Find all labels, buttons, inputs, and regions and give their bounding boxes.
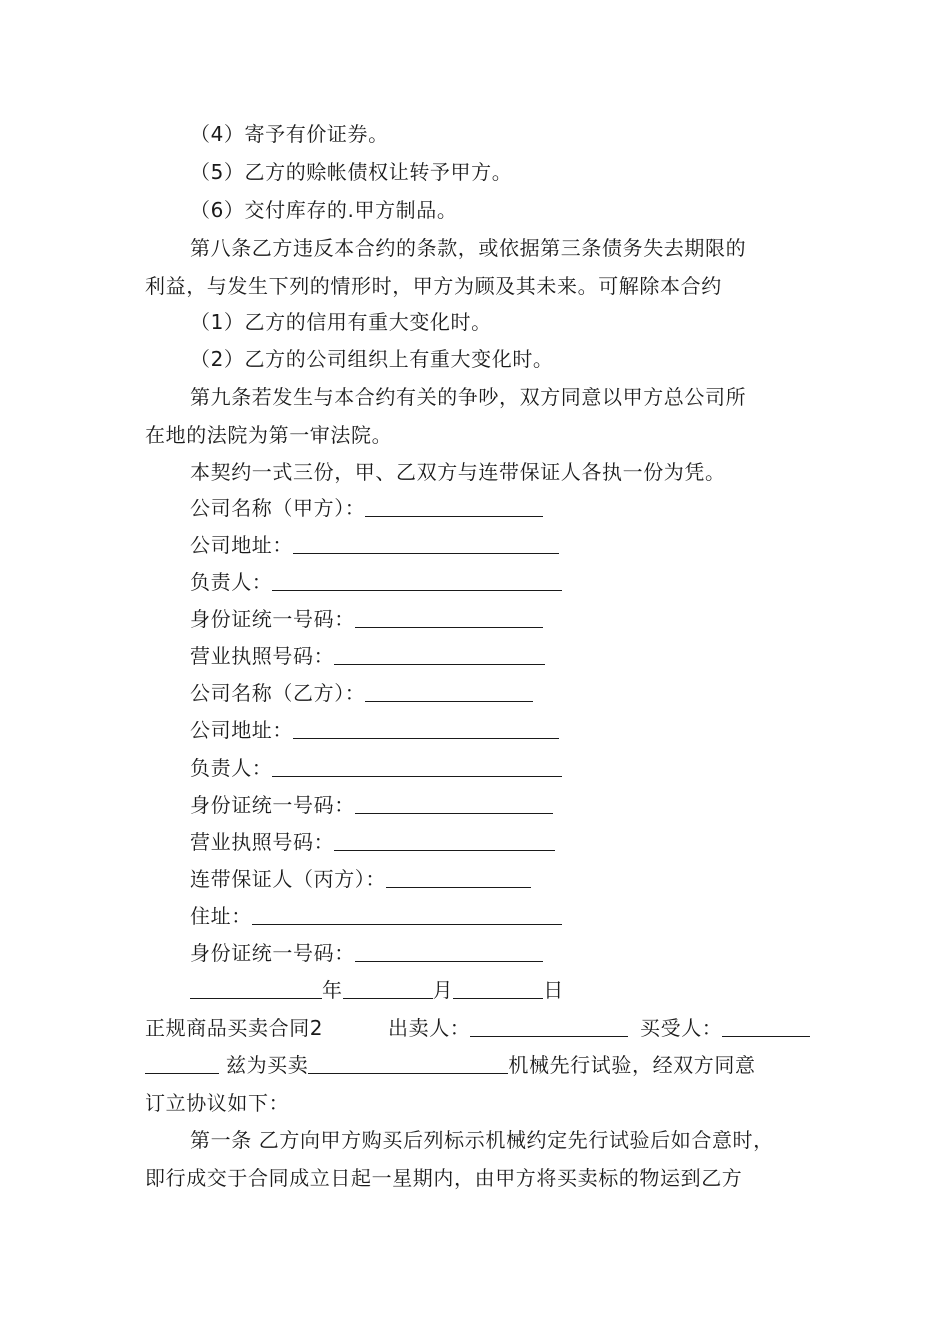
party-b-license-label: 营业执照号码： — [190, 830, 335, 854]
party-a-license-field — [190, 642, 545, 670]
copies-statement: 本契约一式三份，甲、乙双方与连带保证人各执一份为凭。 — [190, 460, 726, 484]
buyer-blank-continued[interactable] — [145, 1051, 219, 1074]
party-b-person-label: 负责人： — [190, 756, 273, 780]
party-b-address-label: 公司地址： — [190, 718, 293, 742]
guarantor-name-label: 连带保证人（丙方）： — [190, 867, 386, 891]
date-line — [190, 976, 564, 1004]
article-9-line-2: 在地的法院为第一审法院。 — [145, 423, 393, 447]
guarantor-id-field — [190, 939, 543, 967]
party-b-company-blank[interactable] — [365, 679, 533, 702]
guarantor-id-label: 身份证统一号码： — [190, 941, 355, 965]
contract-2-article-1-line-1: 第一条 乙方向甲方购买后列标示机械约定先行试验后如合意时， — [190, 1128, 774, 1152]
party-b-address-blank[interactable] — [293, 716, 559, 739]
party-a-company-label: 公司名称（甲方）： — [190, 496, 366, 520]
party-a-address-field — [190, 531, 559, 559]
seller-field — [388, 1014, 628, 1042]
guarantor-name-field — [190, 865, 531, 893]
clause-item-5: （5）乙方的赊帐债权让转予甲方。 — [190, 160, 513, 184]
party-a-company-blank[interactable] — [365, 494, 543, 517]
guarantor-address-field — [190, 902, 562, 930]
buyer-field — [640, 1014, 810, 1042]
party-a-license-label: 营业执照号码： — [190, 644, 335, 668]
article-8-line-1: 第八条乙方违反本合约的条款，或依据第三条债务失去期限的 — [190, 236, 747, 260]
contract-2-line-3: 订立协议如下： — [145, 1091, 290, 1115]
month-label: 月 — [432, 978, 454, 1002]
day-blank[interactable] — [453, 976, 543, 999]
buyer-label: 买受人： — [640, 1016, 723, 1040]
party-a-person-field — [190, 568, 562, 596]
party-b-id-blank[interactable] — [355, 791, 553, 814]
contract-2-title: 正规商品买卖合同2 — [145, 1016, 324, 1040]
party-b-license-blank[interactable] — [334, 828, 555, 851]
party-b-address-field — [190, 716, 559, 744]
party-b-company-field — [190, 679, 533, 707]
party-b-person-field — [190, 754, 562, 782]
contract-2-line-2a: 兹为买卖 — [225, 1053, 309, 1077]
contract-2-article-1-line-2: 即行成交于合同成立日起一星期内，由甲方将买卖标的物运到乙方 — [145, 1166, 743, 1190]
party-a-id-label: 身份证统一号码： — [190, 607, 355, 631]
day-label: 日 — [543, 978, 564, 1002]
article-8-line-2: 利益，与发生下列的情形时，甲方为顾及其未来。可解除本合约 — [145, 274, 722, 298]
party-a-id-blank[interactable] — [355, 605, 543, 628]
party-b-company-label: 公司名称（乙方）： — [190, 681, 366, 705]
article-8-item-2: （2）乙方的公司组织上有重大变化时。 — [190, 347, 554, 371]
machine-blank[interactable] — [308, 1051, 508, 1074]
contract-2-line-2b: 机械先行试验，经双方同意 — [508, 1053, 756, 1077]
party-a-id-field — [190, 605, 543, 633]
party-b-license-field — [190, 828, 555, 856]
seller-blank[interactable] — [470, 1014, 628, 1037]
party-a-person-label: 负责人： — [190, 570, 273, 594]
seller-label: 出卖人： — [388, 1016, 471, 1040]
party-a-company-field — [190, 494, 543, 522]
year-blank[interactable] — [190, 976, 322, 999]
buyer-blank[interactable] — [722, 1014, 810, 1037]
contract-2-line-2 — [145, 1051, 756, 1079]
party-a-person-blank[interactable] — [272, 568, 562, 591]
guarantor-address-label: 住址： — [190, 904, 252, 928]
party-b-id-field — [190, 791, 553, 819]
party-a-address-label: 公司地址： — [190, 533, 293, 557]
clause-item-6: （6）交付库存的.甲方制品。 — [190, 198, 458, 222]
clause-item-4: （4）寄予有价证券。 — [190, 122, 389, 146]
guarantor-id-blank[interactable] — [355, 939, 543, 962]
party-b-id-label: 身份证统一号码： — [190, 793, 355, 817]
guarantor-address-blank[interactable] — [252, 902, 562, 925]
year-label: 年 — [322, 978, 343, 1002]
article-8-item-1: （1）乙方的信用有重大变化时。 — [190, 310, 492, 334]
party-a-license-blank[interactable] — [334, 642, 545, 665]
guarantor-name-blank[interactable] — [386, 865, 531, 888]
article-9-line-1: 第九条若发生与本合约有关的争吵，双方同意以甲方总公司所 — [190, 385, 747, 409]
party-b-person-blank[interactable] — [272, 754, 562, 777]
month-blank[interactable] — [343, 976, 433, 999]
party-a-address-blank[interactable] — [293, 531, 559, 554]
